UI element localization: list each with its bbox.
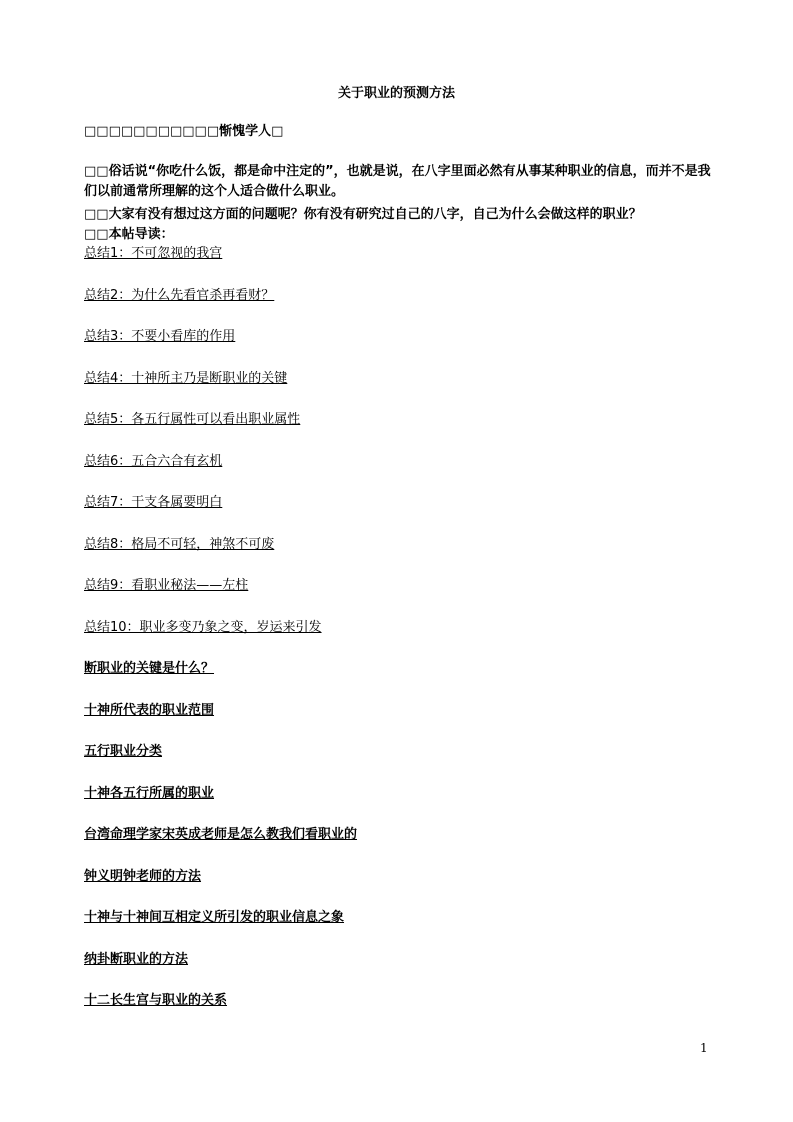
- intro-paragraph-2: □□大家有没有想过这方面的问题呢？你有没有研究过自己的八字，自己为什么会做这样的职业？: [84, 207, 642, 222]
- toc-link-ten-gods-range[interactable]: 十神所代表的职业范围: [84, 703, 215, 718]
- toc-link-nagua-method[interactable]: 纳卦断职业的方法: [84, 952, 189, 967]
- toc-link-summary-8[interactable]: 总结8：格局不可轻，神煞不可废: [84, 537, 275, 552]
- toc-link-summary-2[interactable]: 总结2：为什么先看官杀再看财？: [84, 288, 275, 303]
- toc-link-ten-gods-interaction[interactable]: 十神与十神间互相定义所引发的职业信息之象: [84, 910, 345, 925]
- intro-paragraph-3: □□本帖导读：: [84, 227, 174, 242]
- toc-link-summary-4[interactable]: 总结4：十神所主乃是断职业的关键: [84, 371, 288, 386]
- toc-link-summary-5[interactable]: 总结5：各五行属性可以看出职业属性: [84, 412, 301, 427]
- toc-link-ten-gods-elements[interactable]: 十神各五行所属的职业: [84, 786, 215, 801]
- toc-link-summary-1[interactable]: 总结1：不可忽视的我宫: [84, 246, 223, 261]
- toc-link-zhong-yiming[interactable]: 钟义明钟老师的方法: [84, 869, 202, 884]
- author-line: □□□□□□□□□□□惭愧学人□: [84, 124, 284, 139]
- page-number: 1: [700, 1041, 708, 1055]
- intro-paragraph-1: □□俗话说“你吃什么饭，都是命中注定的”，也就是说，在八字里面必然有从事某种职业的信息，而并不是我们以前通常所理解的这个人适合做什么职业。: [84, 164, 711, 199]
- toc-link-summary-9[interactable]: 总结9：看职业秘法——左柱: [84, 578, 249, 593]
- toc-link-summary-10[interactable]: 总结10：职业多变乃象之变，岁运来引发: [84, 620, 322, 635]
- toc-link-summary-6[interactable]: 总结6：五合六合有玄机: [84, 454, 223, 469]
- toc-link-song-yingcheng[interactable]: 台湾命理学家宋英成老师是怎么教我们看职业的: [84, 827, 358, 842]
- toc-link-summary-3[interactable]: 总结3：不要小看库的作用: [84, 329, 236, 344]
- toc-link-five-elements[interactable]: 五行职业分类: [84, 744, 163, 759]
- toc-link-key-question[interactable]: 断职业的关键是什么？: [84, 661, 215, 676]
- document-title: 关于职业的预测方法: [337, 86, 455, 101]
- toc-link-twelve-stages[interactable]: 十二长生宫与职业的关系: [84, 993, 228, 1008]
- toc-link-summary-7[interactable]: 总结7：干支各属要明白: [84, 495, 223, 510]
